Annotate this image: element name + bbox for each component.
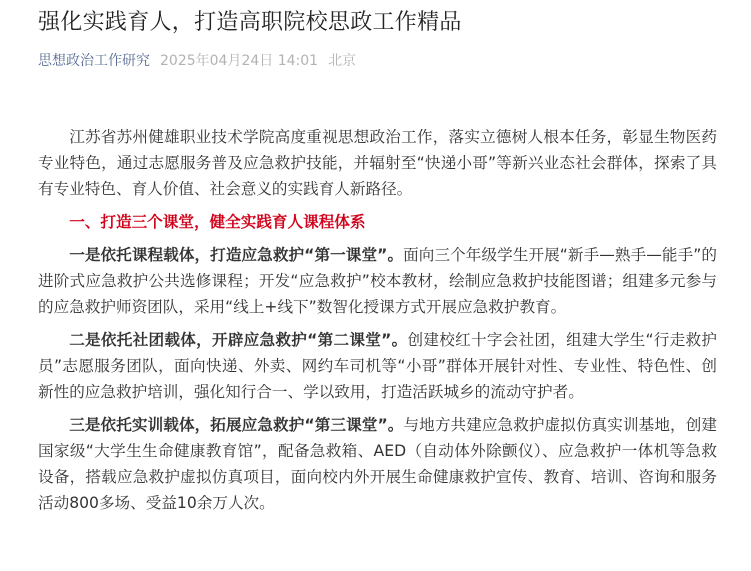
intro-paragraph: 江苏省苏州健雄职业技术学院高度重视思想政治工作，落实立德树人根本任务，彰显生物医药专业特色，通过志愿服务普及应急救护技能，并辐射至“快递小哥”等新兴业态社会群体，探索了具有专业特色、育人价值、社会意义的实践育人新路径。 (38, 128, 717, 198)
paragraph-first-classroom (38, 242, 717, 320)
publish-location: 北京 (328, 53, 357, 69)
paragraph-body: 创建校红十字会社团，组建大学生“行走救护员”志愿服务团队，面向快递、外卖、网约车司机等“小哥”群体开展针对性、专业性、特色性、创新性的应急救护培训，强化知行合一、学以致用，打造活跃城乡的流动守护者。 (38, 331, 717, 401)
publish-date: 2025年04月24日 14:01 (160, 53, 319, 69)
paragraph-lead: 二是依托社团载体，开辟应急救护“第二课堂”。 (69, 331, 408, 349)
account-name-link[interactable]: 思想政治工作研究 (38, 53, 150, 69)
article-body (38, 124, 717, 523)
paragraph-lead: 三是依托实训载体，拓展应急救护“第三课堂”。 (69, 416, 404, 434)
paragraph-lead: 一是依托课程载体，打造应急救护“第一课堂”。 (69, 246, 404, 264)
article-meta (38, 51, 356, 71)
paragraph-body: 面向三个年级学生开展“新手—熟手—能手”的进阶式应急救护公共选修课程；开发“应急救护”校本教材，绘制应急救护技能图谱；组建多元参与的应急救护师资团队，采用“线上+线下”数智化授课方式开展应急救护教育。 (38, 246, 717, 316)
article-title: 强化实践育人，打造高职院校思政工作精品 (38, 10, 462, 35)
section-heading: 一、打造三个课堂，健全实践育人课程体系 (69, 213, 366, 231)
paragraph-second-classroom (38, 327, 717, 405)
paragraph-body: 与地方共建应急救护虚拟仿真实训基地，创建国家级“大学生生命健康教育馆”，配备急救箱、AED（自动体外除颤仪）、应急救护一体机等急救设备，搭载应急救护虚拟仿真项目，面向校内外开展生命健康救护宣传、教育、培训、咨询和服务活动800多场、受益10余万人次。 (38, 416, 717, 512)
paragraph-third-classroom (38, 412, 717, 516)
